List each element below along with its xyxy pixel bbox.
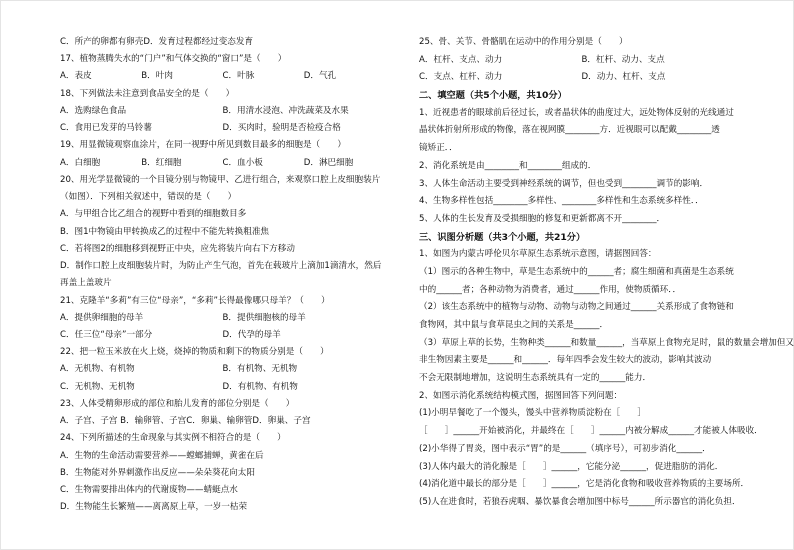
q22-stem: 22、把一粒玉米放在火上烧，烧掉的物质和剩下的物质分别是（ ） — [60, 347, 329, 358]
q21-option-a: A．提供卵细胞的母羊 — [60, 312, 144, 323]
q24-option-a: A．生物的生命活动需要营养——螳螂捕蝉，黄雀在后 — [60, 450, 264, 461]
diagram-q1-part1-line1: （1）图示的各种生物中，草是生态系统中的______者；腐生细菌和真菌是生态系统 — [419, 266, 734, 277]
q19-option-a: A．白细胞 — [60, 157, 101, 168]
q17-stem: 17、植物蒸腾失水的“门户”和气体交换的“窗口”是（ ） — [60, 54, 287, 65]
q18-stem: 18、下列做法未注意到食品安全的是（ ） — [60, 88, 235, 99]
q22-option-b: B．有机物、无机物 — [222, 364, 298, 375]
fill-q1-line1: 1、近视患者的眼球前后径过长，或者晶状体的曲度过大，远处物体反射的光线通过 — [419, 107, 734, 118]
q19-options — [60, 158, 385, 170]
diagram-q1-part1-line2: 中的______者；各种动物为消费者，通过______作用，使物质循环．． — [419, 284, 682, 295]
q20-stem-line1: 20、用光学显微镜的一个目镜分别与物镜甲、乙进行组合，来观察口腔上皮细胞装片 — [60, 174, 381, 185]
q20-option-d-line2: 再盖上盖玻片 — [60, 278, 112, 289]
diagram-q1-stem: 1、如图为内蒙古呼伦贝尔草原生态系统示意图，请据图回答： — [419, 249, 657, 260]
section-diagram-heading: 三、识图分析题（共3个小题，共21分） — [419, 231, 586, 243]
diagram-q2-part5: (5)人在进食时，若狼吞虎咽、暴饮暴食会增加图中标号______所示器官的消化负担． — [419, 496, 741, 507]
q19-stem: 19、用显微镜观察血涂片，在同一视野中所见到数目最多的细胞是（ ） — [60, 140, 346, 151]
right-column — [419, 37, 794, 515]
q22-option-a: A．无机物、有机物 — [60, 364, 135, 375]
q25-stem: 25、骨、关节、骨骼肌在运动中的作用分别是（ ） — [419, 37, 628, 47]
q18-options-cd — [60, 123, 385, 135]
diagram-q2-part1-line2: ［ ］______开始被消化，并最终在［ ］______内被分解成______才能被人体吸收． — [419, 426, 763, 437]
q23-options: A．子宫、子宫 B．输卵管、子宫C．卵巢、输卵管D．卵巢、子宫 — [60, 416, 311, 427]
q22-option-c: C．无机物、无机物 — [60, 381, 135, 392]
q21-option-c: C．任三位“母亲”一部分 — [60, 329, 153, 340]
diagram-q2-part1-line1: (1)小明早餐吃了一个馒头，馒头中营养物质淀粉在［ ］ — [419, 408, 647, 419]
diagram-q2-part4: (4)消化道中最长的部分是［ ］______，它是消化食物和吸收营养物质的主要场所． — [419, 479, 750, 490]
diagram-q1-part2-line1: （2）该生态系统中的植物与动物、动物与动物之间通过______关系形成了食物链和 — [419, 302, 734, 313]
q20-option-c: C．若将图2的细胞移到视野正中央，应先将装片向右下方移动 — [60, 243, 295, 254]
q25-option-b: B．杠杆、动力、支点 — [581, 54, 665, 65]
fill-q3: 3、人体生命活动主要受到神经系统的调节，但也受到________调节的影响． — [419, 178, 709, 189]
q18-option-c: C．食用已发芽的马铃薯 — [60, 123, 152, 134]
q24-option-d: D．生物能生长繁殖——离离原上草，一岁一枯荣 — [60, 502, 248, 513]
q17-option-c: C．叶脉 — [222, 71, 255, 82]
q19-option-d: D．淋巴细胞 — [303, 157, 354, 168]
q21-options-cd — [60, 330, 385, 342]
q21-stem: 21、克隆羊“多莉”有三位“母亲”，“多莉”长得最像哪只母羊？（ ） — [60, 295, 330, 306]
fill-q1-line3: 镜矫正．． — [419, 143, 458, 154]
diagram-q1-part2-line2: 食物网，其中鼠与食草昆虫之间的关系是______． — [419, 320, 609, 330]
q25-option-d: D．动力、杠杆、支点 — [581, 72, 666, 83]
q18-options-ab — [60, 106, 385, 118]
q21-option-b: B．提供细胞核的母羊 — [222, 312, 306, 323]
diagram-q2-stem: 2、如图示消化系统结构模式图，据图回答下列问题： — [419, 390, 623, 401]
q20-option-a: A．与甲组合比乙组合的视野中看到的细胞数目多 — [60, 209, 247, 220]
q24-option-c: C．生物需要排出体内的代谢废物——蜻蜓点水 — [60, 485, 238, 496]
q25-option-c: C．支点、杠杆、动力 — [419, 72, 503, 83]
diagram-q2-part3: (3)人体内最大的消化腺是［ ］______，它能分泌______，促进脂肪的消化． — [419, 461, 724, 472]
left-column — [60, 37, 385, 520]
q17-option-b: B．叶肉 — [141, 71, 173, 82]
fill-q1-line2: 晶状体折射所形成的物像，落在视网膜________方．近视眼可以配戴________透 — [419, 125, 720, 136]
fill-q2: 2、消化系统是由________和________组成的． — [419, 160, 597, 171]
q22-option-d: D．有机物、有机物 — [222, 381, 298, 392]
q25-option-a: A．杠杆、支点、动力 — [419, 54, 503, 65]
q18-option-b: B．用清水浸泡、冲洗蔬菜及水果 — [222, 105, 349, 116]
q19-option-b: B．红细胞 — [141, 157, 182, 168]
q25-options-cd — [419, 72, 744, 84]
q17-option-d: D．气孔 — [303, 71, 337, 82]
q24-stem: 24、下列所描述的生命现象与其实例不相符合的是（ ） — [60, 433, 286, 444]
q20-option-b: B．图1中物镜由甲转换成乙的过程中不能先转换粗准焦 — [60, 226, 270, 237]
q18-option-d: D．买肉时，验明是否检疫合格 — [222, 123, 341, 134]
q18-option-a: A．选购绿色食品 — [60, 105, 127, 116]
fill-q5: 5、人体的生长发育及受损细胞的修复和更新都离不开________． — [419, 213, 666, 224]
q16-options-cd: C．所产的卵都有卵壳D．发育过程都经过变态发育 — [60, 37, 254, 47]
q17-option-a: A．表皮 — [60, 71, 92, 82]
q24-option-b: B．生物能对外界刺激作出反应——朵朵葵花向太阳 — [60, 467, 255, 478]
diagram-q1-part3-line1: （3）草原上草的长势，生物种类______和数量______，当草原上食物充足时，鼠的数量会增加但又 — [419, 337, 794, 348]
q19-option-c: C．血小板 — [222, 157, 263, 168]
diagram-q1-part3-line2: 非生物因素主要是______和______．每年四季会发生较大的波动，影响其波动 — [419, 355, 712, 366]
q17-options — [60, 71, 385, 83]
q20-option-d-line1: D．制作口腔上皮细胞装片时，为防止产生气泡，首先在载玻片上滴加1滴清水，然后 — [60, 261, 382, 272]
diagram-q2-part2: (2)小华得了胃炎，图中表示“胃”的是______（填序号），可初步消化______． — [419, 443, 711, 454]
q21-option-d: D．代孕的母羊 — [222, 329, 281, 340]
q23-stem: 23、人体受精卵形成的部位和胎儿发育的部位分别是（ ） — [60, 398, 295, 409]
q25-options-ab — [419, 55, 744, 67]
q20-stem-line2: （如图）．下列相关叙述中，错误的是（ ） — [60, 192, 237, 203]
diagram-q1-part3-line3: 不会无限制地增加，这说明生态系统具有一定的______能力． — [419, 373, 652, 384]
section-fill-in-heading: 二、填空题（共5个小题，共10分） — [419, 90, 567, 102]
q22-options-ab — [60, 364, 385, 376]
q22-options-cd — [60, 382, 385, 394]
q21-options-ab — [60, 313, 385, 325]
fill-q4: 4、生物多样性包括________多样性、________多样性和生态系统多样性．． — [419, 196, 704, 207]
